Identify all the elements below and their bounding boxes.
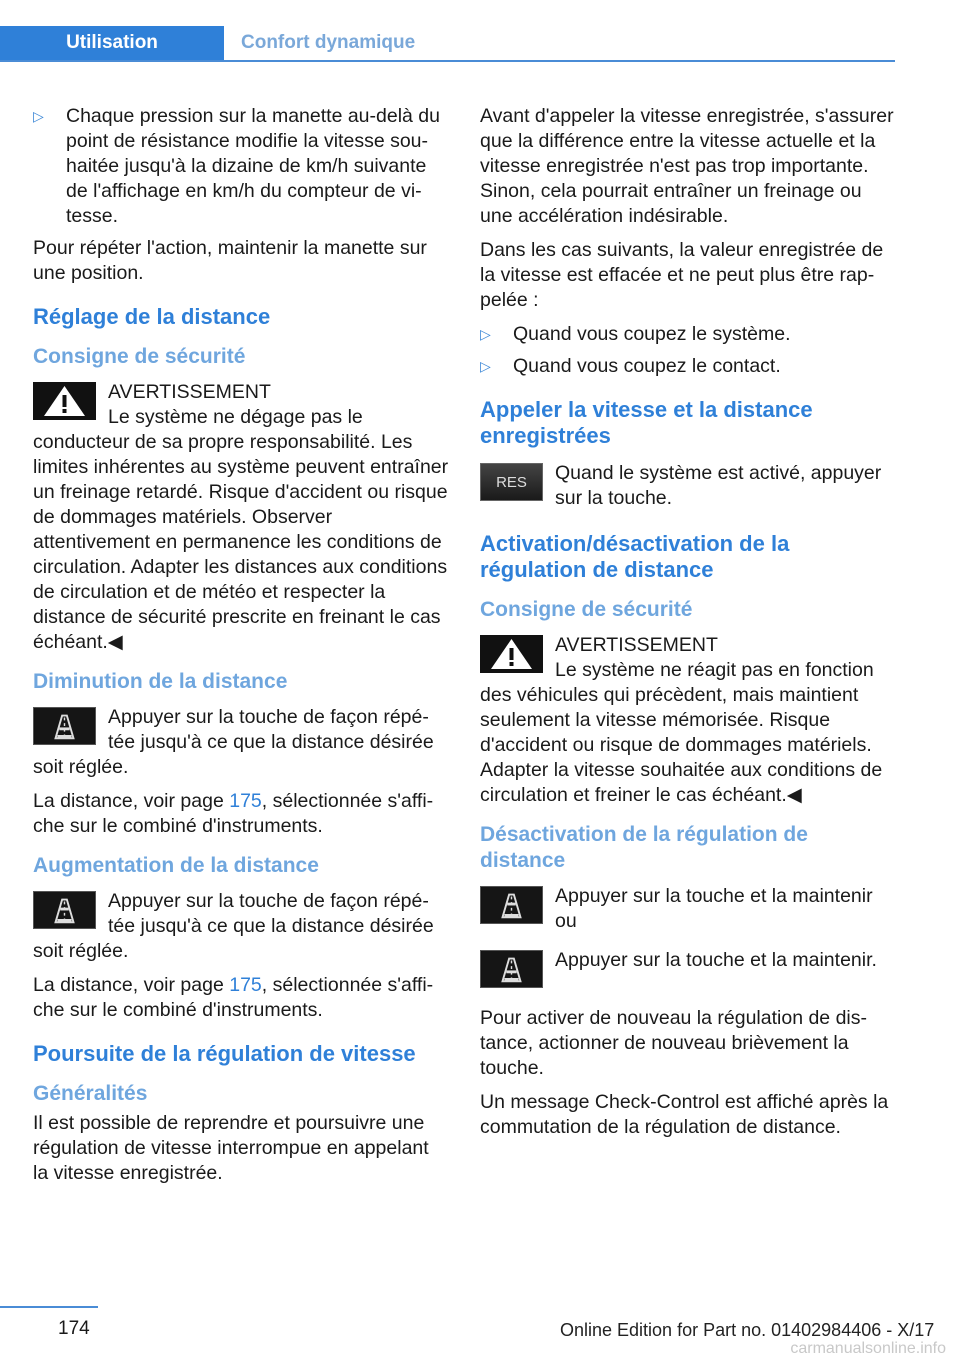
deactivate-text-1: Appuyer sur la touche et la maintenir ou bbox=[555, 885, 873, 932]
bullet-triangle-icon: ▷ bbox=[480, 326, 491, 342]
text: La distance, voir page bbox=[33, 790, 230, 812]
heading-decrease: Diminution de la distance bbox=[33, 670, 288, 693]
header-rule bbox=[0, 60, 895, 62]
heading-safety: Consigne de sécurité bbox=[33, 345, 246, 368]
list-item bbox=[480, 354, 896, 379]
tab-utilisation[interactable]: Utilisation bbox=[0, 26, 224, 62]
text: , sélectionnée s'affiche sur le combiné d'instruments. bbox=[33, 974, 434, 1021]
warning-icon bbox=[33, 382, 96, 420]
text: La distance, voir page bbox=[33, 974, 230, 996]
deactivate-block-1 bbox=[480, 884, 896, 934]
deactivate-text-2: Appuyer sur la touche et la maintenir. bbox=[555, 949, 877, 971]
warning-text: Le système ne réagit pas en fonction des véhicules qui précèdent, mais maintient seulement la vitesse mémorisée. Risque d'accident ou risque de dommages matériels. Adapter la vitesse souhaitée aux conditions de circulation et freiner le cas échéant.◀ bbox=[480, 659, 883, 806]
page-number-rule bbox=[0, 1306, 98, 1308]
decrease-text: Appuyer sur la touche de façon répétée jusqu'à ce que la distance désirée soit réglée. bbox=[33, 706, 434, 778]
edition-footer: Online Edition for Part no. 01402984406 - X/17 bbox=[560, 1320, 935, 1340]
heading-general: Généralités bbox=[33, 1082, 148, 1105]
paragraph: Pour répéter l'action, maintenir la manette sur une position. bbox=[33, 237, 427, 284]
paragraph: Dans les cas suivants, la valeur enregistrée de la vitesse est effacée et ne peut plus être rappelée : bbox=[480, 239, 884, 311]
bullet-triangle-icon: ▷ bbox=[480, 358, 491, 374]
distance-button-icon bbox=[480, 886, 543, 924]
heading-deactivate: Désactivation de la régulation de distance bbox=[480, 823, 808, 872]
warning-title: AVERTISSEMENT bbox=[108, 381, 271, 403]
page-link-175[interactable]: 175 bbox=[229, 790, 262, 812]
distance-reference bbox=[33, 789, 449, 839]
chapter-header bbox=[0, 26, 895, 62]
warning-text: Le système ne dégage pas le conducteur de sa propre responsabilité. Les limites inhérentes au système peuvent entraîner un freinage retardé. Risque d'accident ou risque de dommages matériels. Observer attentivement en permanence les conditions de circulation. Adapter les distances aux conditions de circulation et de météo et respecter la distance de sécurité prescrite en freinant le cas échéant.◀ bbox=[33, 406, 449, 653]
text: , sélectionnée s'affiche sur le combiné d'instruments. bbox=[33, 790, 434, 837]
deactivate-block-2 bbox=[480, 948, 896, 992]
res-button-icon: RES bbox=[480, 463, 543, 501]
heading-safety: Consigne de sécurité bbox=[480, 598, 693, 621]
tab-confort-dynamique[interactable]: Confort dynamique bbox=[241, 32, 416, 53]
heading-distance: Réglage de la distance bbox=[33, 304, 271, 329]
list-item bbox=[480, 322, 896, 347]
paragraph: Un message Check-Control est affiché après la commutation de la régulation de distance. bbox=[480, 1091, 889, 1138]
left-column bbox=[33, 104, 449, 1195]
increase-text: Appuyer sur la touche de façon répétée jusqu'à ce que la distance désirée soit réglée. bbox=[33, 890, 434, 962]
heading-recall: Appeler la vitesse et la distance enregistrées bbox=[480, 397, 813, 448]
right-column bbox=[480, 104, 896, 1149]
bullet-text: Chaque pression sur la manette au-delà du point de résistance modifie la vitesse souhaitée jusqu'à la dizaine de km/h suivante de l'affichage en km/h du compteur de vitesse. bbox=[66, 105, 440, 227]
distance-reference bbox=[33, 973, 449, 1023]
increase-block bbox=[33, 889, 449, 964]
page-link-175[interactable]: 175 bbox=[229, 974, 262, 996]
distance-increase-button-icon bbox=[33, 891, 96, 929]
general-text: Il est possible de reprendre et poursuivre une régulation de vitesse interrompue en appelant la vitesse enregistrée. bbox=[33, 1112, 429, 1184]
warning-block bbox=[480, 633, 896, 808]
warning-block bbox=[33, 380, 449, 655]
bullet-triangle-icon: ▷ bbox=[33, 108, 44, 124]
distance-button-icon bbox=[480, 950, 543, 988]
bullet-text: Quand vous coupez le contact. bbox=[513, 355, 781, 377]
recall-text: Quand le système est activé, appuyer sur la touche. bbox=[555, 462, 882, 509]
decrease-block bbox=[33, 705, 449, 780]
paragraph: Avant d'appeler la vitesse enregistrée, s'assurer que la différence entre la vitesse actuelle et la vitesse enregistrée n'est pas trop importante. Sinon, cela pourrait entraîner un freinage ou une accélération indésirable. bbox=[480, 105, 894, 227]
paragraph: Pour activer de nouveau la régulation de distance, actionner de nouveau brièvement la touche. bbox=[480, 1007, 867, 1079]
heading-resume: Poursuite de la régulation de vitesse bbox=[33, 1041, 416, 1066]
watermark: carmanualsonline.info bbox=[790, 1340, 946, 1357]
warning-title: AVERTISSEMENT bbox=[555, 634, 718, 656]
heading-increase: Augmentation de la distance bbox=[33, 854, 319, 877]
page-number: 174 bbox=[58, 1318, 90, 1339]
distance-decrease-button-icon bbox=[33, 707, 96, 745]
list-item bbox=[33, 104, 449, 229]
bullet-text: Quand vous coupez le système. bbox=[513, 323, 791, 345]
recall-block bbox=[480, 461, 896, 511]
heading-toggle: Activation/désactivation de la régulation de distance bbox=[480, 531, 790, 582]
warning-icon bbox=[480, 635, 543, 673]
